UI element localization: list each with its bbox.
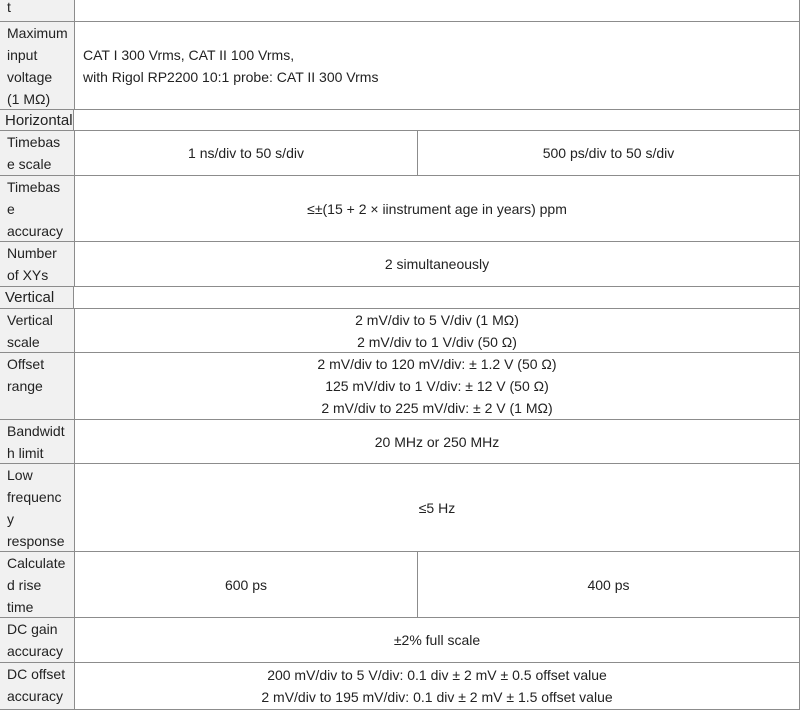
- section-header: Vertical: [0, 287, 74, 309]
- spec-value-lines: [355, 309, 519, 353]
- spec-value-lines: [307, 198, 567, 220]
- spec-value: [75, 353, 800, 420]
- spec-value-line: ±2% full scale: [393, 632, 481, 648]
- spec-value: [75, 242, 800, 287]
- spec-label-line: accuracy: [7, 643, 64, 659]
- spec-value: [75, 309, 800, 353]
- spec-label: [0, 618, 75, 663]
- spec-value-line: 2 mV/div to 225 mV/div: ± 2 V (1 MΩ): [321, 400, 553, 416]
- spec-value-lines: [261, 664, 612, 708]
- spec-label-line: DC gain: [7, 621, 58, 637]
- spec-value: [75, 420, 800, 464]
- section-spacer: [74, 287, 800, 309]
- spec-label: [0, 309, 75, 353]
- spec-label-line: scale: [7, 334, 40, 350]
- spec-label: [0, 22, 75, 110]
- spec-value-lines: [394, 629, 480, 651]
- spec-value-line: 20 MHz or 250 MHz: [374, 433, 500, 450]
- spec-label-line: Number: [7, 245, 57, 261]
- spec-value-left: [75, 131, 418, 176]
- spec-label-line: e scale: [7, 156, 52, 172]
- spec-label: [0, 242, 75, 287]
- spec-label-line: d rise: [7, 577, 42, 593]
- spec-label-line: Low: [7, 467, 33, 483]
- spec-value-line: 200 mV/div to 5 V/div: 0.1 div ± 2 mV ± 0.5 offset value: [267, 667, 607, 683]
- spec-value-line: 125 mV/div to 1 V/div: ± 12 V (50 Ω): [325, 378, 549, 394]
- spec-value-line: 2 mV/div to 195 mV/div: 0.1 div ± 2 mV ± 1.5 offset value: [261, 689, 613, 705]
- spec-value-lines: [385, 253, 489, 275]
- spec-label-line: response: [7, 533, 65, 549]
- spec-value-lines: [419, 497, 455, 519]
- spec-label-line: accuracy: [7, 688, 64, 704]
- spec-value-line: ≤5 Hz: [418, 499, 456, 516]
- spec-label-line: e: [7, 201, 15, 217]
- spec-value-line: 2 mV/div to 1 V/div (50 Ω): [357, 333, 517, 350]
- spec-label-line: t: [7, 0, 11, 15]
- spec-label-line: (1 MΩ): [7, 91, 51, 107]
- spec-label-line: Vertical: [7, 312, 53, 328]
- spec-label-line: Maximum: [7, 25, 68, 41]
- spec-value-lines: [83, 44, 378, 88]
- spec-value-left: [75, 552, 418, 618]
- spec-value: [75, 618, 800, 663]
- spec-value-line: CAT I 300 Vrms, CAT II 100 Vrms,: [83, 46, 295, 63]
- spec-label-line: h limit: [7, 445, 44, 461]
- spec-label: [0, 131, 75, 176]
- spec-label-line: input: [7, 47, 38, 63]
- spec-value-line: 2 simultaneously: [384, 256, 490, 272]
- spec-label-line: of XYs: [7, 267, 49, 283]
- spec-value-text: 500 ps/div to 50 s/div: [542, 145, 675, 161]
- spec-label: [0, 464, 75, 552]
- spec-value-text: 1 ns/div to 50 s/div: [188, 145, 304, 161]
- spec-label-line: accuracy: [7, 223, 64, 239]
- spec-label-line: range: [7, 378, 43, 394]
- section-spacer: [74, 110, 800, 131]
- spec-value-right: [418, 131, 800, 176]
- spec-label-line: Timebas: [7, 134, 61, 150]
- spec-label-line: time: [7, 599, 34, 615]
- spec-label: [0, 353, 75, 420]
- spec-value: [75, 22, 800, 110]
- spec-value-right: [418, 552, 800, 618]
- spec-value: [75, 176, 800, 242]
- spec-value: [75, 0, 800, 22]
- spec-value-lines: [317, 353, 556, 419]
- spec-value-line: 2 mV/div to 120 mV/div: ± 1.2 V (50 Ω): [317, 356, 557, 372]
- spec-value-text: 600 ps: [224, 576, 268, 593]
- spec-value-lines: [375, 431, 499, 453]
- spec-value-line: with Rigol RP2200 10:1 probe: CAT II 300 Vrms: [83, 68, 379, 85]
- spec-label: [0, 552, 75, 618]
- spec-label-line: Calculate: [7, 555, 66, 571]
- spec-value-line: ≤±(15 + 2 × iinstrument age in years) ppm: [307, 200, 567, 217]
- spec-value: [75, 663, 800, 710]
- spec-label: [0, 176, 75, 242]
- section-header: Horizontal: [0, 110, 74, 131]
- spec-label-line: frequenc: [7, 489, 62, 505]
- spec-label-line: Bandwidt: [7, 423, 65, 439]
- spec-label: [0, 0, 75, 22]
- spec-value-text: 400 ps: [587, 576, 630, 593]
- spec-value: [75, 464, 800, 552]
- spec-label-line: y: [7, 511, 14, 527]
- spec-label: [0, 663, 75, 710]
- spec-value-line: 2 mV/div to 5 V/div (1 MΩ): [355, 311, 519, 328]
- spec-label-line: Timebas: [7, 179, 61, 195]
- spec-label-line: Offset: [7, 356, 45, 372]
- spec-label: [0, 420, 75, 464]
- spec-label-line: DC offset: [7, 666, 66, 682]
- spec-label-line: voltage: [7, 69, 53, 85]
